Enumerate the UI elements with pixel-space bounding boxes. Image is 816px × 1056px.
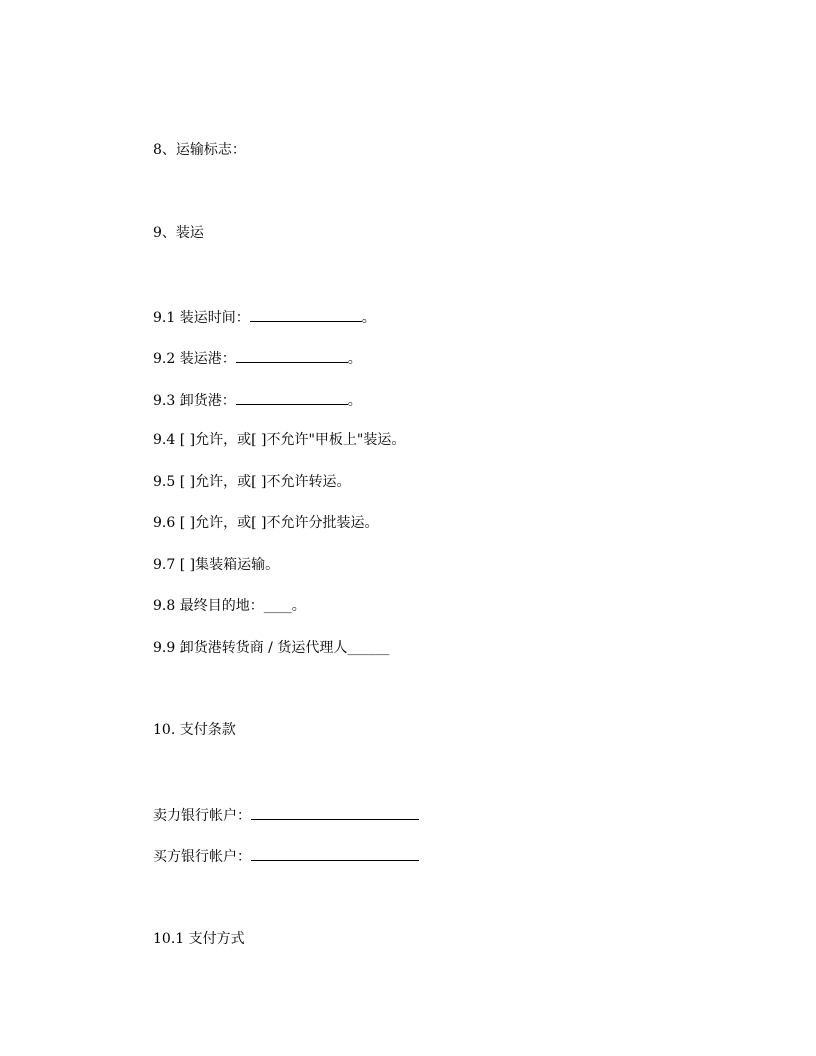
clause-9-5-text: 9.5 [ ]允许，或[ ]不允许转运。 [153, 474, 351, 490]
clause-9-1 [153, 307, 376, 327]
seller-bank-blank [251, 805, 419, 820]
loading-port-blank [236, 348, 348, 363]
buyer-bank-label: 买方银行帐户： [153, 849, 251, 865]
clause-9-2 [153, 348, 362, 368]
buyer-bank-account [153, 846, 419, 866]
clause-9-2-suffix: 。 [347, 351, 362, 367]
discharge-port-blank [236, 390, 348, 405]
clause-9-7-text: 9.7 [ ]集装箱运输。 [153, 557, 280, 573]
clause-9-3 [153, 390, 362, 410]
section-9-heading [153, 224, 204, 242]
clause-9-2-label: 9.2 装运港： [153, 351, 236, 367]
clause-9-8 [153, 597, 306, 615]
clause-9-3-label: 9.3 卸货港： [153, 393, 236, 409]
clause-9-6-text: 9.6 [ ]允许，或[ ]不允许分批装运。 [153, 515, 379, 531]
clause-9-6 [153, 514, 378, 532]
section-10-1-heading [153, 930, 245, 948]
clause-9-1-suffix: 。 [361, 310, 376, 326]
clause-9-3-suffix: 。 [347, 393, 362, 409]
clause-9-4-text: 9.4 [ ]允许，或[ ]不允许"甲板上"装运。 [153, 432, 406, 448]
seller-bank-account [153, 805, 419, 825]
section-10-heading [153, 721, 236, 739]
clause-9-5 [153, 473, 350, 491]
section-10-1-text: 10.1 支付方式 [153, 931, 245, 947]
section-8-text: 8、运输标志： [153, 142, 246, 158]
section-8-heading [153, 141, 246, 159]
seller-bank-label: 卖力银行帐户： [153, 808, 251, 824]
clause-9-9-text: 9.9 卸货港转货商 / 货运代理人______ [153, 640, 390, 656]
section-9-text: 9、装运 [153, 225, 204, 241]
clause-9-4 [153, 431, 405, 449]
shipment-time-blank [250, 307, 362, 322]
clause-9-1-label: 9.1 装运时间： [153, 310, 250, 326]
buyer-bank-blank [251, 846, 419, 861]
section-10-text: 10. 支付条款 [153, 722, 236, 738]
clause-9-9 [153, 639, 389, 657]
clause-9-7 [153, 556, 279, 574]
clause-9-8-text: 9.8 最终目的地：____。 [153, 598, 306, 614]
